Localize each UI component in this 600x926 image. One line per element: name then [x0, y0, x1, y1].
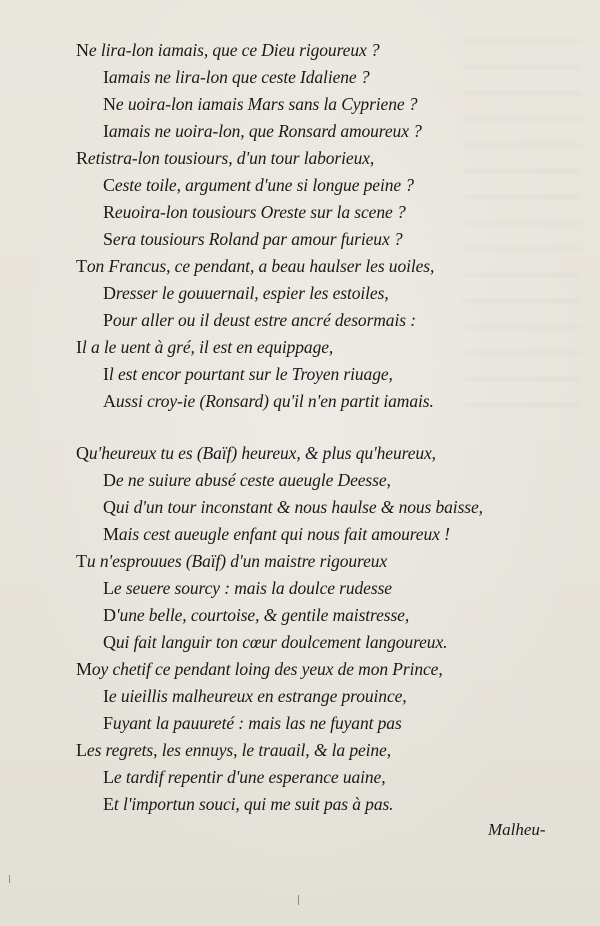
page-fold-mark	[298, 895, 299, 905]
verse-line: Qu'heureux tu es (Baïf) heureux, & plus qu'heureux,	[76, 443, 436, 463]
page-edge-mark	[9, 875, 10, 883]
verse-line: Ne lira-lon iamais, que ce Dieu rigoureux ?	[76, 40, 380, 60]
verse-line: Il est encor pourtant sur le Troyen riuage,	[103, 364, 393, 384]
verse-line: Ne uoira-lon iamais Mars sans la Cypriene ?	[103, 94, 418, 114]
verse-line: Il a le uent à gré, il est en equippage,	[76, 337, 334, 357]
verse-line: Les regrets, les ennuys, le trauail, & la peine,	[76, 740, 391, 760]
verse-line: Ie uieillis malheureux en estrange prouince,	[103, 686, 407, 706]
verse-line: Le seuere sourcy : mais la doulce rudesse	[103, 578, 392, 598]
verse-line: Retistra-lon tousiours, d'un tour laborieux,	[76, 148, 375, 168]
verse-line: Iamais ne lira-lon que ceste Idaliene ?	[103, 67, 370, 87]
verse-line: D'une belle, courtoise, & gentile maistresse,	[103, 605, 410, 625]
verse-line: Pour aller ou il deust estre ancré desormais :	[103, 310, 416, 330]
verse-line: Ton Francus, ce pendant, a beau haulser les uoiles,	[76, 256, 435, 276]
verse-line: Dresser le gouuernail, espier les estoiles,	[103, 283, 389, 303]
verse-line: Ceste toile, argument d'une si longue peine ?	[103, 175, 414, 195]
verse-line: Et l'importun souci, qui me suit pas à pas.	[103, 794, 394, 814]
catchword: Malheu-	[488, 820, 546, 839]
verse-line: Aussi croy-ie (Ronsard) qu'il n'en partit iamais.	[103, 391, 434, 411]
verse-line: Fuyant la pauureté : mais las ne fuyant pas	[103, 713, 402, 733]
verse-line: Tu n'esprouues (Baïf) d'un maistre rigoureux	[76, 551, 388, 571]
verse-line: Le tardif repentir d'une esperance uaine,	[103, 767, 386, 787]
verse-line: Qui fait languir ton cœur doulcement langoureux.	[103, 632, 448, 652]
verse-line: Mais cest aueugle enfant qui nous fait amoureux !	[103, 524, 450, 544]
verse-line: Moy chetif ce pendant loing des yeux de mon Prince,	[76, 659, 443, 679]
verse-line: Qui d'un tour inconstant & nous haulse & nous baisse,	[103, 497, 483, 517]
show-through-texture	[462, 40, 582, 420]
verse-line: Sera tousiours Roland par amour furieux ?	[103, 229, 403, 249]
verse-line: Reuoira-lon tousiours Oreste sur la scene ?	[103, 202, 406, 222]
verse-line: Iamais ne uoira-lon, que Ronsard amoureux ?	[103, 121, 422, 141]
verse-line: De ne suiure abusé ceste aueugle Deesse,	[103, 470, 391, 490]
